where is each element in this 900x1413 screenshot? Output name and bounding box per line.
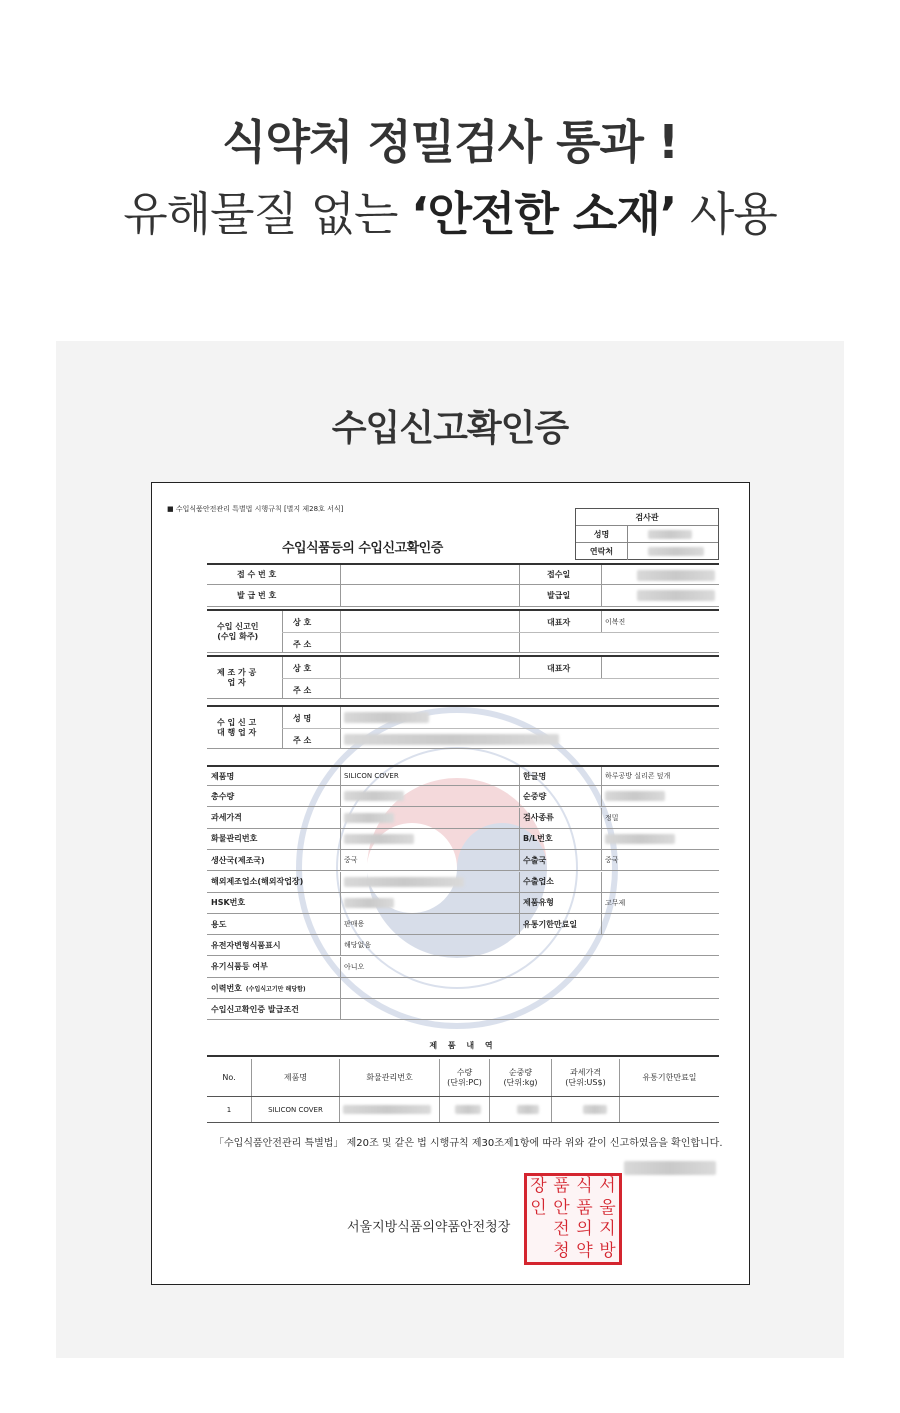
product-header-cell: 화물관리번호 [339,1059,439,1096]
field-row [207,893,719,914]
seal-char [527,1241,550,1263]
headline-line1: 식약처 정밀검사 통과 ! [222,115,678,169]
field-label-2: 수출국 [523,855,547,865]
headline-line2-pre: 유해물질 없는 [123,187,412,241]
field-label-2: 제품유형 [523,898,554,908]
seal-char: 청 [553,1240,570,1261]
inspector-contact-label: 연락처 [576,543,628,560]
field-row [207,765,719,786]
field-row [207,872,719,893]
importer-row [207,609,719,653]
field-value: 해당없음 [344,941,372,950]
agent-label: 수 입 신 고 대 행 업 자 [217,717,257,737]
seal-char [527,1219,550,1241]
manufacturer-trade-name-label: 상 호 [293,663,312,673]
field-row [207,786,719,807]
agent-name-label: 성 명 [293,713,312,723]
seal-char: 전 [553,1219,570,1240]
seal-char: 서 [599,1176,616,1197]
form-reference: ■ 수입식품안전관리 특별법 시행규칙 [별지 제28호 서식] [167,505,344,513]
inspector-header: 검사관 [576,509,718,526]
field-label: 과세가격 [211,813,242,823]
receipt-row [207,563,719,585]
product-header-cell: 제품명 [251,1059,339,1096]
product-header-cell: No. [222,1072,236,1082]
receipt-date-label: 접수일 [547,570,571,579]
seal-char: 식 [576,1176,593,1197]
agent-row [207,705,719,749]
seal-char: 지 [599,1219,616,1240]
seal-char: 방 [599,1240,616,1261]
issue-row [207,585,719,607]
field-label-2: 유통기한만료일 [523,919,578,929]
field-label: 용도 [211,919,227,929]
product-header-cell: 유통기한만료일 [619,1059,719,1096]
headline-line2 [0,178,900,244]
importer-address-label: 주 소 [293,639,312,649]
seal-char: 약 [576,1240,593,1261]
field-label-sub: (수입식고기만 해당함) [245,985,306,993]
inspector-box [575,508,719,560]
field-value-2: 고무제 [605,898,626,907]
field-label: 이력번호 (수입식고기만 해당함) [211,983,306,993]
receipt-no-label: 접 수 번 호 [237,570,277,579]
manufacturer-representative-label: 대표자 [547,663,571,673]
manufacturer-row [207,655,719,699]
seal-char: 품 [576,1197,593,1218]
seal-char: 인 [530,1197,547,1218]
seal-char: 장 [530,1176,547,1197]
certificate-document [151,482,750,1285]
field-value-2: 하루공방 실리콘 덮개 [605,772,671,780]
field-label: 해외제조업소(해외작업장) [211,877,304,886]
field-label: 총수량 [211,791,235,801]
field-label-2: B/L번호 [523,834,553,844]
panel-title: 수입신고확인증 [331,408,569,449]
field-value: 아니오 [344,962,365,971]
field-value: 중국 [344,856,358,865]
product-cell: 1 [226,1105,232,1114]
field-label: 생산국(제조국) [211,855,265,865]
product-cell [619,1097,719,1122]
field-value: 판매용 [344,920,365,929]
seal-char: 품 [553,1176,570,1197]
document-title: 수입식품등의 수입신고확인증 [282,541,443,556]
agent-address-label: 주 소 [293,735,312,745]
field-row [207,808,719,829]
signatory: 서울지방식품의약품안전청장 [347,1220,511,1235]
official-seal-stamp [524,1173,622,1265]
field-value-2: 중국 [605,856,619,865]
field-row [207,850,719,871]
issue-no-label: 발 급 번 호 [237,591,277,600]
product-section-header [207,1035,719,1057]
product-header-cell: 순중량 (단위:kg) [489,1059,551,1096]
field-label: HSK번호 [211,898,246,908]
field-label-2: 검사종류 [523,813,554,823]
field-row [207,829,719,850]
field-value-2: 정밀 [605,813,619,822]
field-label-2: 수출업소 [523,877,554,886]
importer-trade-name-label: 상 호 [293,617,312,627]
manufacturer-label: 제 조 가 공 업 자 [217,667,257,687]
field-row [207,935,719,956]
product-header-cell: 수량 (단위:PC) [439,1059,489,1096]
headline-line2-post: 사용 [676,187,777,241]
product-cell: SILICON COVER [251,1097,339,1122]
certificate-panel [56,341,844,1358]
importer-representative-label: 대표자 [547,617,571,627]
field-label: 화물관리번호 [211,834,258,844]
field-row [207,957,719,978]
field-label: 제품명 [211,771,235,781]
field-label-2: 순중량 [523,791,547,801]
importer-representative-value: 이복진 [605,618,626,626]
product-table-header [207,1059,719,1097]
field-label: 유전자변형식품표시 [211,940,281,950]
field-label: 수입신고확인증 발급조건 [211,1004,299,1014]
inspector-name-label: 성명 [576,526,628,542]
manufacturer-address-label: 주 소 [293,685,312,695]
product-table-row [207,1097,719,1123]
confirmation-notice: 「수입식품안전관리 특별법」 제20조 및 같은 법 시행규칙 제30조제1항에 따라 위와 같이 신고하였음을 확인합니다. [214,1138,723,1149]
seal-char: 울 [599,1197,616,1218]
field-label: 유기식품등 여부 [211,962,268,972]
importer-label: 수입 신고인 (수입 화주) [217,621,259,641]
issue-date-label: 발급일 [547,591,571,600]
product-section-title: 제 품 내 역 [429,1040,497,1050]
field-row [207,914,719,935]
field-row [207,999,719,1020]
seal-char: 안 [553,1197,570,1218]
field-row [207,978,719,999]
field-label-2: 한글명 [523,771,547,781]
product-header-cell: 과세가격 (단위:US$) [551,1059,619,1096]
seal-char: 의 [576,1219,593,1240]
field-value: SILICON COVER [344,772,399,780]
headline-line2-bold: ‘안전한 소재’ [411,187,677,241]
